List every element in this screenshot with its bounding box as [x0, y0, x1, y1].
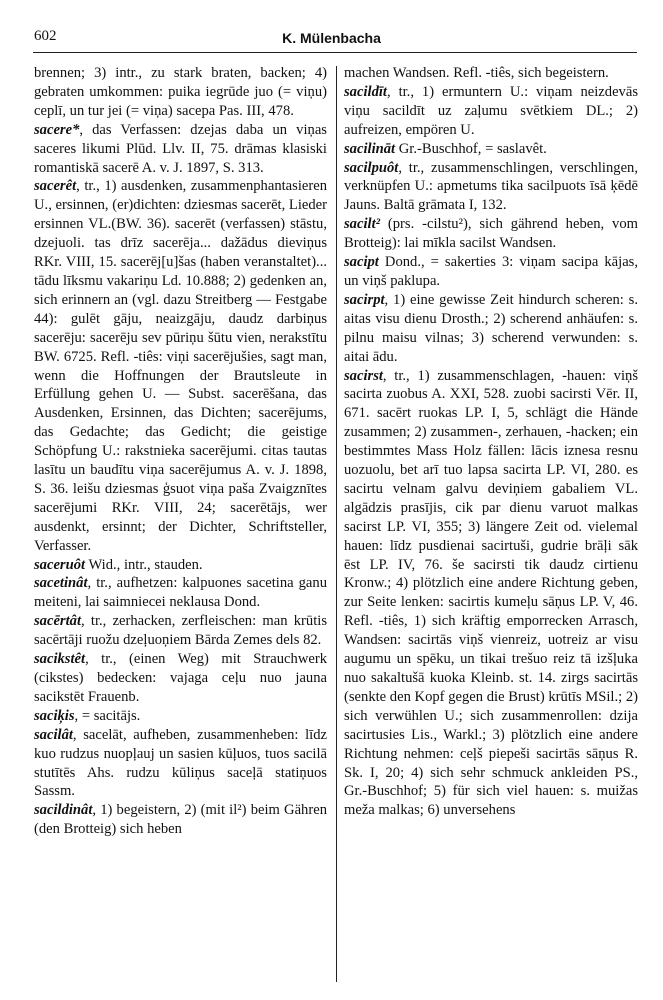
- headword: sacilât: [34, 726, 73, 743]
- headword: sacerêt: [34, 178, 77, 195]
- headword: sacildinât: [34, 802, 93, 819]
- page-number: 602: [34, 28, 57, 44]
- headword: sacilināt: [344, 140, 396, 157]
- headword: sacērtât: [34, 613, 82, 630]
- headword: sacikstêt: [34, 651, 86, 668]
- entry-sacilat: sacilât, sacelāt, aufheben, zusammenheben: līdz kuo rudzus nuopļauj un sasien kūļuos, tuos sacilā stutītēs Ahs. rudzu kūliņus saceļā statiņuos Sassm.: [34, 726, 327, 800]
- headword: sacere*: [34, 121, 80, 138]
- headword: saciķis: [34, 707, 75, 724]
- headword: sacipt: [344, 254, 379, 271]
- entry-continuation: brennen; 3) intr., zu stark braten, backen; 4) gebraten umkommen: puika iegrūde juo (= viņu) ceplī, un tur jei (= viņa) sacepa Pas. III, 478.: [34, 65, 327, 119]
- entry-saciksteet: sacikstêt, tr., (einen Weg) mit Strauchwerk (cikstes) bedecken: vajaga ceļu nuo jauna sacikstēt Frauenb.: [34, 651, 327, 705]
- headword: sacirpt: [344, 291, 385, 308]
- entry-saceruot: saceruôt Wid., intr., stauden.: [34, 556, 203, 573]
- entry-sacildit: sacildīt, tr., 1) ermuntern U.: viņam neizdevās viņu sacildīt uz zaļumu svētkiem DL.; 2) aufreizen, empören U.: [344, 83, 638, 138]
- headword: sacilt²: [344, 216, 380, 233]
- header-rule: [33, 52, 637, 53]
- entry-sacertat: sacērtât, tr., zerhacken, zerfleischen: man krūtis sacērtāji ruožu dzeļuoņiem Bārda Zemes dels 82.: [34, 613, 327, 649]
- entry-saceret: sacerêt, tr., 1) ausdenken, zusammenphantasieren U., ersinnen, (er)dichten: dziesmas sacerēt, Lieder ersinnen VL.(BW. 36). sacerēt (verfassen) stāstu, dzejuoli. tas drīz sacerēja... dažādus dieviņus RKr. VIII, 15. sacerēj[u]šas (haben veranstaltet)... tādu līksmu vakariņu Ld. 10.888; 2) gedenken an, sich erinnern an (vgl. dazu Streitberg — Festgabe 44): gulēt gāju, neaizgāju, daudz darbiņus sacerēju: sacerēju sev pūriņu šūtu vien, nerakstītu BW. 6725. Refl. -tiês: viņi sacerējušies, sagt man, wenn die Hoffnungen der Brautsleute in Erfüllung gehen U. — Subst. sacerēšana, das Ausdenken, Ersinnen, das Dichten; sacerējums, das Gedachte; das Gedicht; die geistige Schöpfung U.: rakstnieka sacerējumi. citas tautas lasītu un baudītu viņa sacerējumus A. v. J. 1898, S. 36. leišu dziesmas ģsuot viņa paša Zvaigznītes sacerējumi RKr. VIII, 24; sacerētājs, wer ausdenkt, ersinnt; der Dichter, Schriftsteller, Verfasser.: [34, 178, 327, 554]
- headword: sacilpuôt: [344, 159, 399, 176]
- entry-sacirst: sacirst, tr., 1) zusammenschlagen, -hauen: viņš sacirta zuobus A. XXI, 528. zuobi sacirsti Vēr. II, 671. sacērt ruokas LP. I, 5, schlägt die Hände zusammen; 2) zusammen-, zerhauen, -hacken; ein bestimmtes Mass Holz fällen: lācis iznesa resnu uozuolu, bet arī tuo lapsa sacirta LP. VI, 280. es sacirtu velnam galvu deviņiem gabaliem VL. algādzis prasījis, cik par dienu varuot malkas sacirst LP. VI, 355; 3) längere Zeit od. vielemal hauen: līdz pusdienai sacirtuši, gudrie brāļi sāk ēst LP. IV, 76. še sacirsti tik daudz cirtienu Kronw.; 4) plötzlich eine andere Richtung geben, zur Seite lenken: sacirtis kumeļu sāņus LP. V, 46. Refl. -tiês, 1) sich kräftig emporrecken Arrasch, Wandsen: sacirtās viņš vienreiz, uotreiz ar visu augumu un spēku, un tikai trešuo reiz tā izšļuka nuo sakaltušā kuoka Kleinb. st. 14. zirgs sacirtās (senkte den Kopf gegen die Brust) krūtīs MSil.; 2) sich verwühlen U.; sich zusammenrollen: dzija sacirtusies Lis., Warkl.; 3) plötzlich eine andere Richtung nehmen: ceļš piepeši sacirtās sāņus R. Sk. I, 20; 4) sich sehr schmuck ankleiden PS., Gr.-Buschhof; 5) für sich viel hauen: s. muižas meža malkas; 6) unversehens: [344, 367, 638, 819]
- headword: sacetinât: [34, 575, 88, 592]
- entry-sacetinat: sacetinât, tr., aufhetzen: kalpuones sacetina ganu meiteni, lai saimniecei neklausa Dond.: [34, 575, 327, 611]
- headword: sacildīt: [344, 83, 387, 100]
- entry-sacirpt: sacirpt, 1) eine gewisse Zeit hindurch scheren: s. aitas visu dienu Drosth.; 2) scherend anhäufen: s. pilnu maisu vilnas; 3) scherend verwunden: s. aitai ādu.: [344, 291, 638, 365]
- entry-sacilinat: sacilināt Gr.-Buschhof, = saslavêt.: [344, 140, 547, 157]
- left-column: [34, 64, 327, 839]
- headword: sacirst: [344, 367, 383, 384]
- running-header-author: K. Mülenbacha: [282, 30, 381, 46]
- entry-sacikis: saciķis, = sacitājs.: [34, 707, 141, 724]
- entry-sacildinat: sacildinât, 1) begeistern, 2) (mit il²) beim Gähren (den Brotteig) sich heben: [34, 802, 327, 838]
- entry-sacilpuot: sacilpuôt, tr., zusammenschlingen, verschlingen, verknüpfen U.: apmetums tika sacilpuots īsā ķēdē Jauns. Baltā grāmata I, 132.: [344, 159, 638, 214]
- column-divider: [336, 66, 337, 982]
- entry-continuation: machen Wandsen. Refl. -tiês, sich begeistern.: [344, 65, 609, 81]
- entry-sacilt: sacilt² (prs. -cilstu²), sich gährend heben, vom Brotteig): lai mīkla sacilst Wandsen.: [344, 216, 638, 252]
- headword: saceruôt: [34, 556, 86, 573]
- entry-sacipt: sacipt Dond., = sakerties 3: viņam sacipa kājas, un viņš paklupa.: [344, 254, 638, 289]
- right-column: [344, 64, 638, 820]
- entry-sacere: sacere*, das Verfassen: dzejas daba un viņas saceres likumi Plūd. Llv. II, 75. drāmas klasiski romantiskā sacerē A. v. J. 1897, S. 313.: [34, 121, 327, 176]
